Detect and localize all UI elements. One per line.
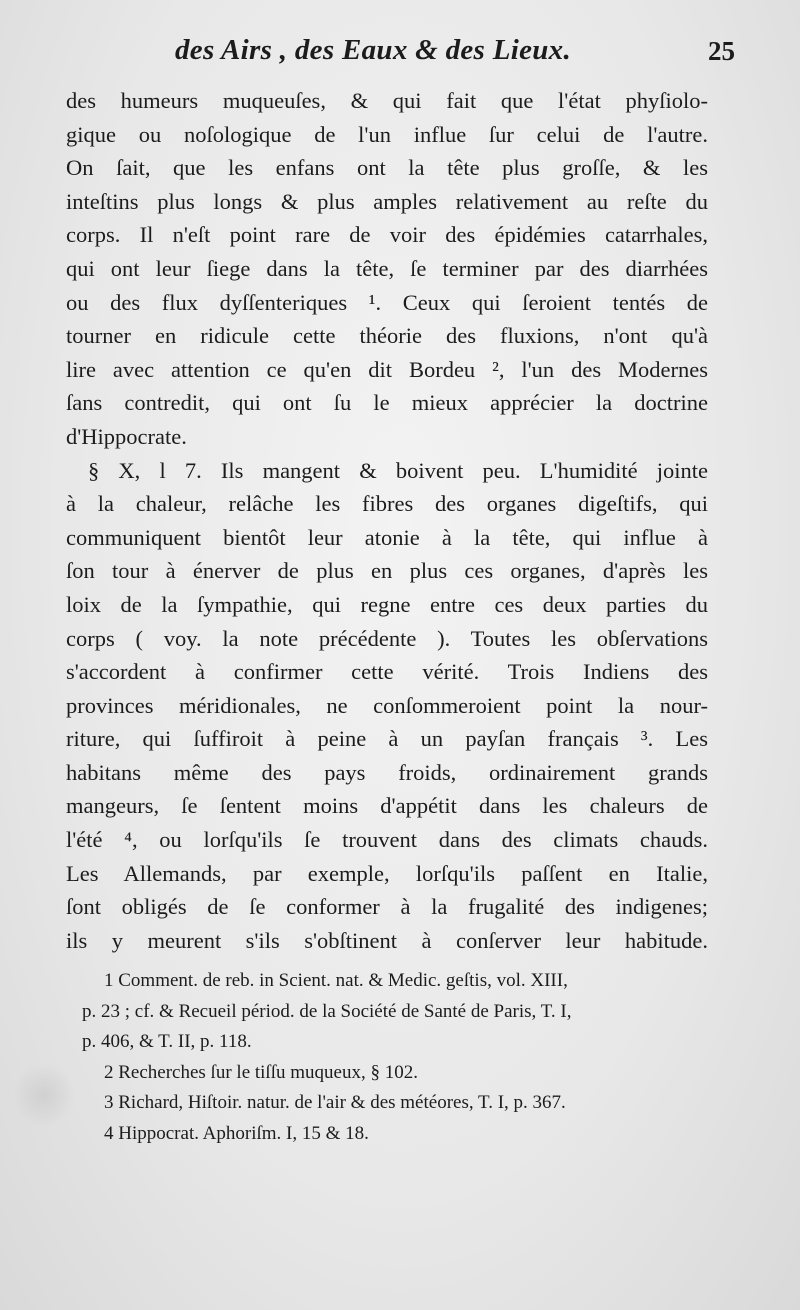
text-line: gique ou noſologique de l'un influe ſur celui de l'autre. xyxy=(66,121,708,147)
footnote-line: 4 Hippocrat. Aphoriſm. I, 15 & 18. xyxy=(104,1122,369,1144)
text-line: d'Hippocrate. xyxy=(66,423,187,449)
text-line: On ſait, que les enfans ont la tête plus groſſe, & les xyxy=(66,155,708,181)
text-line: habitans même des pays froids, ordinairement grands xyxy=(66,759,708,785)
text-line: communiquent bientôt leur atonie à la tête, qui influe à xyxy=(66,524,708,550)
main-text xyxy=(66,84,708,957)
text-line: provinces méridionales, ne conſommeroient point la nour- xyxy=(66,692,708,718)
text-line: mangeurs, ſe ſentent moins d'appétit dans les chaleurs de xyxy=(66,793,708,819)
text-line: ſans contredit, qui ont ſu le mieux apprécier la doctrine xyxy=(66,390,708,416)
text-line: corps. Il n'eſt point rare de voir des épidémies catarrhales, xyxy=(66,222,708,248)
footnote-line: 2 Recherches ſur le tiſſu muqueux, § 102. xyxy=(104,1061,418,1083)
text-line: s'accordent à confirmer cette vérité. Trois Indiens des xyxy=(66,659,708,685)
text-line: ſont obligés de ſe conformer à la frugalité des indigenes; xyxy=(66,894,708,920)
footnote-line: 1 Comment. de reb. in Scient. nat. & Medic. geſtis, vol. XIII, xyxy=(104,970,568,991)
text-line: l'été ⁴, ou lorſqu'ils ſe trouvent dans des climats chauds. xyxy=(66,827,708,853)
text-line: ou des flux dyſſenteriques ¹. Ceux qui ſeroient tentés de xyxy=(66,289,708,315)
text-line: à la chaleur, relâche les fibres des organes digeſtifs, qui xyxy=(66,491,708,517)
text-line: lire avec attention ce qu'en dit Bordeu ², l'un des Modernes xyxy=(66,356,708,382)
text-line: ils y meurent s'ils s'obſtinent à conſerver leur habitude. xyxy=(66,927,708,953)
footnote-line: p. 406, & T. II, p. 118. xyxy=(82,1031,252,1052)
footnote-line: 3 Richard, Hiſtoir. natur. de l'air & des météores, T. I, p. 367. xyxy=(104,1092,566,1113)
page-header xyxy=(175,32,735,76)
text-line: ſon tour à énerver de plus en plus ces organes, d'après les xyxy=(66,558,708,584)
text-line: corps ( voy. la note précédente ). Toutes les obſervations xyxy=(66,625,708,651)
paper-stain xyxy=(14,1060,74,1130)
page-number: 25 xyxy=(708,36,735,66)
footnote-line: p. 23 ; cf. & Recueil périod. de la Société de Santé de Paris, T. I, xyxy=(82,1000,572,1022)
text-line: loix de la ſympathie, qui regne entre ces deux parties du xyxy=(66,591,708,617)
text-line: tourner en ridicule cette théorie des fluxions, n'ont qu'à xyxy=(66,323,708,349)
text-line: Les Allemands, par exemple, lorſqu'ils paſſent en Italie, xyxy=(66,860,708,886)
text-line-section-start: § X, l 7. Ils mangent & boivent peu. L'humidité jointe xyxy=(88,457,708,483)
text-line: riture, qui ſuffiroit à peine à un payſan français ³. Les xyxy=(66,726,708,752)
text-line: qui ont leur ſiege dans la tête, ſe terminer par des diarrhées xyxy=(66,255,708,281)
text-line: des humeurs muqueuſes, & qui fait que l'état phyſiolo- xyxy=(66,88,708,113)
footnotes xyxy=(82,966,710,1149)
text-line: inteſtins plus longs & plus amples relativement au reſte du xyxy=(66,188,708,214)
running-title: des Airs , des Eaux & des Lieux. xyxy=(175,34,572,66)
